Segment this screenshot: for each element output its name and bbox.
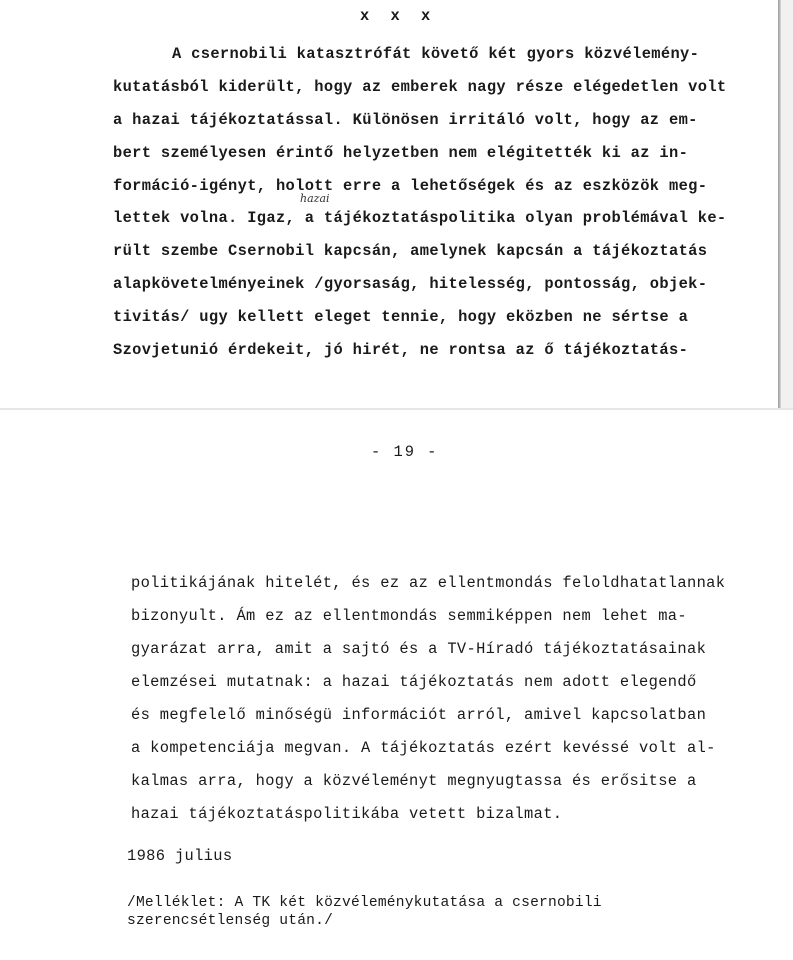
upper-page-fragment [0, 0, 793, 410]
text-line: bert személyesen érintő helyzetben nem elégitették ki az in- [113, 144, 689, 162]
text-line: lettek volna. Igaz, a tájékoztatáspolitika olyan problémával ke- [113, 209, 727, 227]
handwritten-insertion: hazai [300, 192, 330, 205]
page-number: - 19 - [371, 443, 439, 461]
text-line: A csernobili katasztrófát követő két gyors közvélemény- [172, 45, 700, 63]
text-line: Szovjetunió érdekeit, jó hirét, ne rontsa az ő tájékoztatás- [113, 341, 689, 359]
text-line: alapkövetelményeinek /gyorsaság, hitelesség, pontosság, objek- [113, 275, 708, 293]
text-line: a hazai tájékoztatással. Különösen irritáló volt, hogy az em- [113, 111, 698, 129]
appendix-note-line: szerencsétlenség után./ [127, 913, 334, 929]
text-line: rült szembe Csernobil kapcsán, amelynek kapcsán a tájékoztatás [113, 242, 708, 260]
text-line: kalmas arra, hogy a közvéleményt megnyugtassa és erősitse a [131, 772, 697, 790]
text-line: formáció-igényt, holott erre a lehetőségek és az eszközök meg- [113, 177, 708, 195]
appendix-note-line: /Melléklet: A TK két közvéleménykutatása a csernobili [127, 895, 602, 911]
section-separator-mark: x x x [360, 7, 437, 25]
text-line: hazai tájékoztatáspolitikába vetett bizalmat. [131, 805, 563, 823]
text-line: a kompetenciája megvan. A tájékoztatás ezért kevéssé volt al- [131, 739, 716, 757]
document-date: 1986 julius [127, 847, 233, 865]
text-line: gyarázat arra, amit a sajtó és a TV-Híradó tájékoztatásainak [131, 640, 707, 658]
text-line: kutatásból kiderült, hogy az emberek nagy része elégedetlen volt [113, 78, 727, 96]
page-edge-line [778, 0, 781, 410]
text-line: elemzései mutatnak: a hazai tájékoztatás nem adott elegendő [131, 673, 697, 691]
page-edge-shadow [781, 0, 793, 410]
text-line: tivitás/ ugy kellett eleget tennie, hogy eközben ne sértse a [113, 308, 689, 326]
text-line: és megfelelő minőségü információt arról, amivel kapcsolatban [131, 706, 707, 724]
page-divider [0, 408, 793, 410]
text-line: politikájának hitelét, és ez az ellentmondás feloldhatatlannak [131, 574, 726, 592]
text-line: bizonyult. Ám ez az ellentmondás semmiképpen nem lehet ma- [131, 607, 687, 625]
